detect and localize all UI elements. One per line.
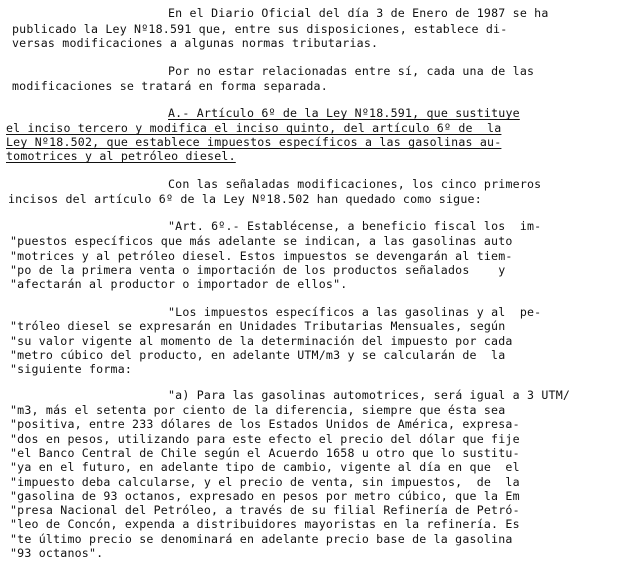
intro-line-2: publicado la Ley Nº18.591 que, entre sus disposiciones, establece di- [12,22,508,36]
heading-a-line-1: A.- Artículo 6º de la Ley Nº18.591, que sustituye [168,106,520,120]
quote-a-line-7: "impuesto deba calcularse, y el precio de venta, sin impuestos, de la [10,475,520,489]
quote-a-line-9: "presa Nacional del Petróleo, a través de su filial Refinería de Petró- [10,503,520,517]
quote-utm-line-5: "siguiente forma: [10,362,133,376]
quote-a-line-6: "ya en el futuro, en adelante tipo de cambio, vigente al día en que el [10,460,520,474]
intro-line-3: versas modificaciones a algunas normas tributarias. [12,36,379,50]
quote-a-line-10: "leo de Concón, expenda a distribuidores mayoristas en la refinería. Es [10,517,520,531]
quote-art6-line-5: "afectarán al productor o importador de ellos". [10,277,348,291]
quote-a-line-5: "el Banco Central de Chile según el Acuerdo 1658 u otro que lo sustitu- [10,446,520,460]
quote-a-line-11: "te último precio se denominará en adelante precio base de la gasolina [10,532,513,546]
quote-utm-line-4: "metro cúbico del producto, en adelante UTM/m3 y se calcularán de la [10,348,506,362]
quote-art6-line-2: "puestos específicos que más adelante se indican, a las gasolinas auto [10,234,513,248]
heading-a-line-4: tomotrices y al petróleo diesel. [6,149,236,163]
transition-line-2: incisos del artículo 6º de la Ley Nº18.502 han quedado como sigue: [8,192,482,206]
quote-a-line-12: "93 octanos". [10,546,104,560]
quote-utm-line-1: "Los impuestos específicos a las gasolinas y al pe- [168,305,542,319]
separation-line-1: Por no estar relacionadas entre sí, cada una de las [168,64,535,78]
quote-a-line-3: "positiva, entre 233 dólares de los Estados Unidos de América, expresa- [10,417,520,431]
intro-line-1: En el Diario Oficial del día 3 de Enero de 1987 se ha [168,6,549,20]
quote-a-line-1: "a) Para las gasolinas automotrices, será igual a 3 UTM/ [168,388,571,402]
separation-line-2: modificaciones se tratará en forma separada. [12,79,328,93]
quote-a-line-4: "dos en pesos, utilizando para este efecto el precio del dólar que fije [10,432,520,446]
quote-utm-line-3: "su valor vigente al momento de la determinación del impuesto por cada [10,334,513,348]
heading-a-line-2: el inciso tercero y modifica el inciso quinto, del artículo 6º de la [6,121,502,135]
quote-utm-line-2: "tróleo diesel se expresarán en Unidades Tributarias Mensuales, según [10,319,506,333]
transition-line-1: Con las señaladas modificaciones, los cinco primeros [168,177,542,191]
quote-art6-line-3: "motrices y al petróleo diesel. Estos impuestos se devengarán al tiem- [10,249,513,263]
heading-a-line-3: Ley Nº18.502, que establece impuestos específicos a las gasolinas au- [6,135,502,149]
quote-art6-line-1: "Art. 6º.- Establécense, a beneficio fiscal los im- [168,219,542,233]
quote-art6-line-4: "po de la primera venta o importación de los productos señalados y [10,263,506,277]
quote-a-line-8: "gasolina de 93 octanos, expresado en pesos por metro cúbico, que la Em [10,489,520,503]
quote-a-line-2: "m3, más el setenta por ciento de la diferencia, siempre que ésta sea [10,403,506,417]
